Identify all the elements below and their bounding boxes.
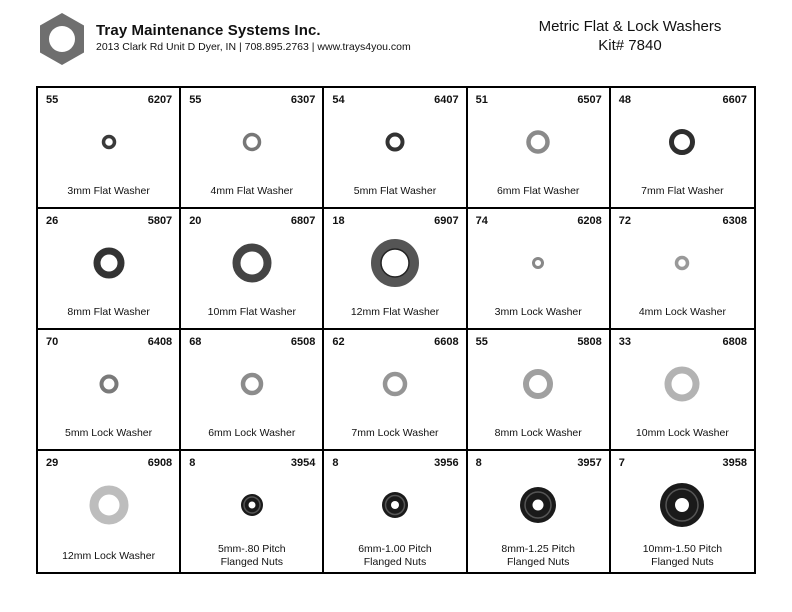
part-name-line2: Flanged Nuts: [363, 556, 427, 568]
quantity: 55: [189, 94, 202, 106]
part-name: 5mm Flat Washer: [353, 185, 437, 197]
part-cell: [468, 88, 611, 209]
part-cell: [324, 451, 467, 572]
part-number: 6608: [434, 336, 459, 348]
part-number: 6908: [147, 457, 173, 469]
part-name: 3mm Flat Washer: [67, 185, 150, 197]
part-name: 3mm Lock Washer: [494, 306, 582, 318]
quantity: 55: [46, 94, 59, 106]
part-number: 5808: [577, 336, 602, 348]
part-number: 6208: [577, 215, 602, 227]
flanged-nut-icon: [379, 489, 411, 521]
lock-washer-icon: [87, 483, 131, 527]
quantity: 62: [332, 336, 345, 348]
part-number: 6808: [722, 336, 747, 348]
quantity: 72: [618, 215, 632, 227]
part-name: [611, 543, 754, 569]
quantity: 29: [46, 457, 59, 469]
hex-nut-logo-icon: [38, 12, 86, 66]
lock-washer-icon: [97, 372, 121, 396]
part-cell: [324, 209, 467, 330]
part-name-line1: 10mm-1.50 Pitch: [642, 543, 723, 555]
part-name: 10mm Lock Washer: [635, 427, 729, 439]
part-number: 6308: [722, 215, 747, 227]
lock-washer-icon: [238, 370, 266, 398]
part-number: 5807: [147, 215, 173, 227]
part-name: 6mm Flat Washer: [496, 185, 580, 197]
part-name-line2: Flanged Nuts: [506, 556, 570, 568]
part-cell: [324, 330, 467, 451]
part-cell: [611, 451, 754, 572]
flat-washer-icon: [91, 245, 127, 281]
part-number: 6407: [434, 94, 459, 106]
lock-washer-icon: [530, 255, 546, 271]
quantity: 26: [46, 215, 59, 227]
part-cell: [181, 88, 324, 209]
company-address: 2013 Clark Rd Unit D Dyer, IN | 708.895.2763 | www.trays4you.com: [96, 41, 411, 53]
quantity: 55: [475, 336, 488, 348]
part-name: [324, 543, 465, 569]
quantity: 20: [189, 215, 202, 227]
lock-washer-icon: [380, 369, 410, 399]
part-cell: [611, 330, 754, 451]
quantity: 7: [618, 457, 625, 469]
part-name: 4mm Flat Washer: [210, 185, 294, 197]
parts-grid: [36, 86, 756, 574]
part-name: [181, 543, 322, 569]
part-number: 6907: [434, 215, 459, 227]
part-name-line1: 5mm-.80 Pitch: [217, 543, 286, 555]
part-name: 10mm Flat Washer: [207, 306, 296, 318]
quantity: 68: [189, 336, 202, 348]
part-cell: [468, 451, 611, 572]
quantity: 48: [618, 94, 632, 106]
flat-washer-icon: [524, 128, 552, 156]
part-name: 12mm Flat Washer: [350, 306, 440, 318]
part-cell: [38, 88, 181, 209]
part-number: 6408: [147, 336, 173, 348]
flat-washer-icon: [667, 127, 697, 157]
part-number: 3958: [722, 457, 747, 469]
part-name-line2: Flanged Nuts: [220, 556, 284, 568]
flat-washer-icon: [230, 241, 274, 285]
quantity: 8: [475, 457, 482, 469]
kit-title: Metric Flat & Lock Washers: [538, 18, 722, 35]
quantity: 51: [475, 94, 488, 106]
quantity: 33: [618, 336, 632, 348]
part-number: 3957: [577, 457, 602, 469]
part-name: 8mm Lock Washer: [494, 427, 582, 439]
part-name: 7mm Lock Washer: [351, 427, 439, 439]
flanged-nut-icon: [517, 484, 559, 526]
part-name: 7mm Flat Washer: [641, 185, 724, 197]
part-name: 12mm Lock Washer: [62, 550, 156, 562]
part-cell: [38, 330, 181, 451]
quantity: 18: [332, 215, 345, 227]
part-name-line2: Flanged Nuts: [651, 556, 714, 568]
lock-washer-icon: [673, 254, 691, 272]
flat-washer-icon: [368, 236, 422, 290]
part-number: 6507: [577, 94, 602, 106]
lock-washer-icon: [662, 364, 702, 404]
part-cell: [181, 209, 324, 330]
part-name: 6mm Lock Washer: [208, 427, 296, 439]
page-header: [0, 0, 792, 86]
flat-washer-icon: [101, 134, 117, 150]
part-name: 4mm Lock Washer: [638, 306, 726, 318]
part-name: [468, 543, 609, 569]
quantity: 74: [475, 215, 488, 227]
part-cell: [38, 209, 181, 330]
part-number: 6607: [722, 94, 747, 106]
part-cell: [324, 88, 467, 209]
part-cell: [468, 209, 611, 330]
kit-number: Kit# 7840: [598, 37, 662, 54]
quantity: 70: [46, 336, 59, 348]
part-number: 3954: [290, 457, 316, 469]
quantity: 8: [332, 457, 339, 469]
part-number: 6508: [290, 336, 316, 348]
flanged-nut-icon: [238, 491, 266, 519]
part-name: 5mm Lock Washer: [65, 427, 153, 439]
lock-washer-icon: [520, 366, 556, 402]
flanged-nut-icon: [657, 480, 707, 530]
quantity: 54: [332, 94, 345, 106]
part-number: 6307: [290, 94, 316, 106]
part-number: 6207: [147, 94, 173, 106]
flat-washer-icon: [384, 131, 406, 153]
part-name-line1: 8mm-1.25 Pitch: [501, 543, 575, 555]
part-cell: [181, 330, 324, 451]
part-cell: [181, 451, 324, 572]
part-name-line1: 6mm-1.00 Pitch: [358, 543, 432, 555]
part-cell: [38, 451, 181, 572]
flat-washer-icon: [241, 131, 263, 153]
part-name: 8mm Flat Washer: [67, 306, 150, 318]
part-number: 3956: [434, 457, 459, 469]
part-cell: [611, 88, 754, 209]
quantity: 8: [189, 457, 196, 469]
company-name: Tray Maintenance Systems Inc.: [96, 22, 321, 39]
part-number: 6807: [290, 215, 316, 227]
part-cell: [611, 209, 754, 330]
part-cell: [468, 330, 611, 451]
